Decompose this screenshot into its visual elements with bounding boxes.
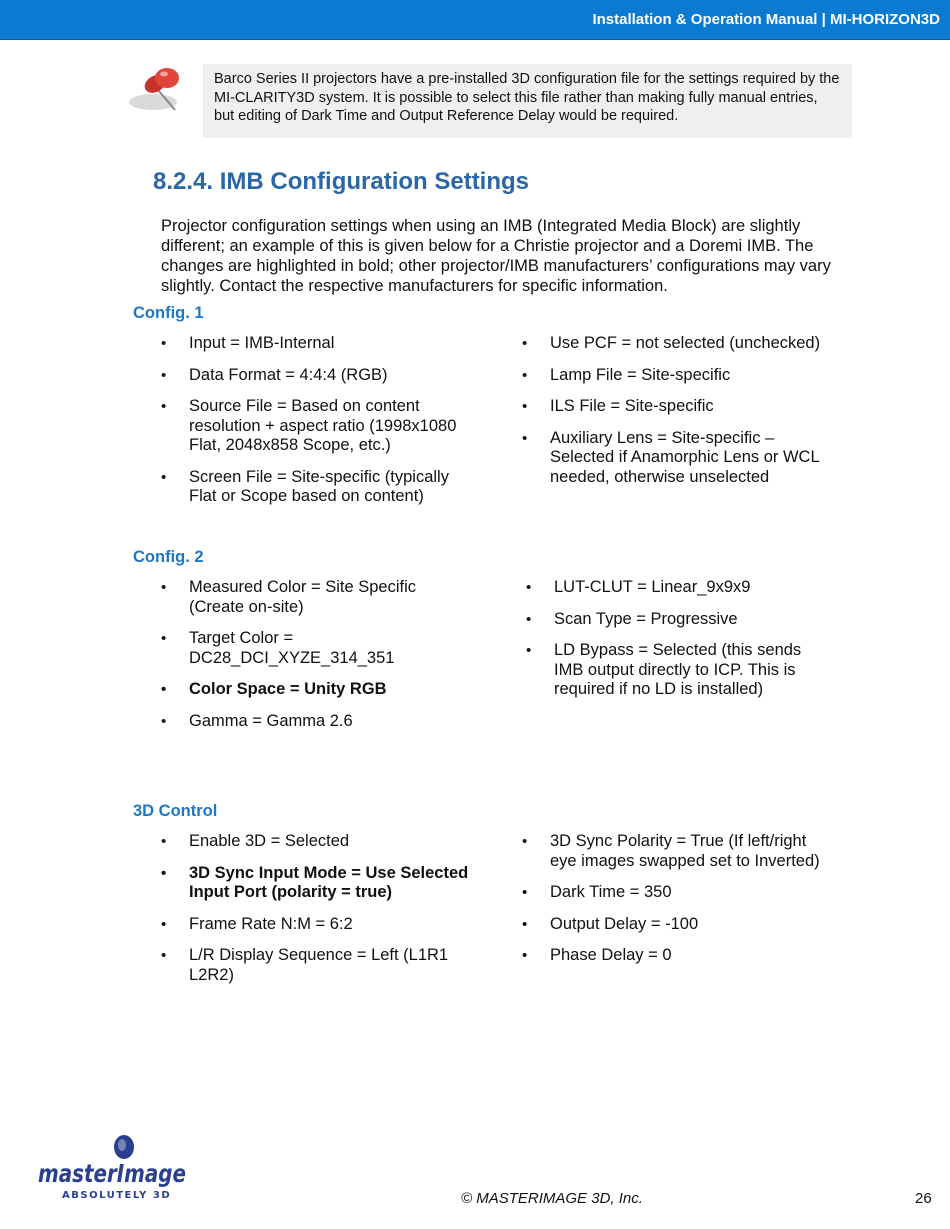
config1-right-list — [522, 334, 822, 499]
bullet-item: • Output Delay = -100 — [522, 915, 832, 935]
bullet-item: • 3D Sync Input Mode = Use Selected Input Port (polarity = true) — [161, 864, 481, 903]
masterimage-logo — [38, 1132, 188, 1202]
3d-control-heading: 3D Control — [133, 802, 218, 820]
logo-tagline: ABSOLUTELY 3D — [62, 1190, 172, 1201]
bullet-item: • Scan Type = Progressive — [526, 610, 826, 630]
intro-paragraph: Projector configuration settings when using an IMB (Integrated Media Block) are slightly different; an example of this is given below for a Christie projector and a Doremi IMB. The changes are highlighted in bold; other projector/IMB manufacturers’ configurations may vary slightly. Contact the respective manufacturers for specific information. — [161, 217, 831, 295]
bullet-item: • Gamma = Gamma 2.6 — [161, 712, 461, 732]
bullet-item: • Frame Rate N:M = 6:2 — [161, 915, 481, 935]
bullet-item: • ILS File = Site-specific — [522, 397, 822, 417]
manual-title: Installation & Operation Manual | MI-HORIZON3D — [592, 11, 940, 28]
3d-control-left-list — [161, 832, 481, 997]
config2-left-list — [161, 578, 461, 743]
bullet-item: • Target Color = DC28_DCI_XYZE_314_351 — [161, 629, 461, 668]
config2-right-list — [526, 578, 826, 712]
info-note: Barco Series II projectors have a pre-installed 3D configuration file for the settings required by the MI-CLARITY3D system. It is possible to select this file rather than making fully manual entries, but editing of Dark Time and Output Reference Delay would be required. — [203, 64, 852, 138]
bullet-item: • Dark Time = 350 — [522, 883, 832, 903]
bullet-item: • Color Space = Unity RGB — [161, 680, 461, 700]
bullet-item: • LUT-CLUT = Linear_9x9x9 — [526, 578, 826, 598]
bullet-item: • Auxiliary Lens = Site-specific – Selected if Anamorphic Lens or WCL needed, otherwise unselected — [522, 429, 822, 488]
logo-wordmark: masterImage — [38, 1159, 186, 1188]
bullet-item: • Enable 3D = Selected — [161, 832, 481, 852]
bullet-item: • LD Bypass = Selected (this sends IMB output directly to ICP. This is required if no LD is installed) — [526, 641, 826, 700]
bullet-item: • Data Format = 4:4:4 (RGB) — [161, 366, 471, 386]
bullet-item: • Source File = Based on content resolution + aspect ratio (1998x1080 Flat, 2048x858 Scope, etc.) — [161, 397, 471, 456]
3d-control-right-list — [522, 832, 832, 978]
bullet-item: • 3D Sync Polarity = True (If left/right eye images swapped set to Inverted) — [522, 832, 832, 871]
bullet-item: • Measured Color = Site Specific (Create on-site) — [161, 578, 461, 617]
bullet-item: • L/R Display Sequence = Left (L1R1 L2R2) — [161, 946, 481, 985]
bullet-item: • Input = IMB-Internal — [161, 334, 471, 354]
footer-copyright: © MASTERIMAGE 3D, Inc. — [461, 1190, 643, 1207]
bullet-item: • Phase Delay = 0 — [522, 946, 832, 966]
bullet-item: • Use PCF = not selected (unchecked) — [522, 334, 822, 354]
header-bar — [0, 0, 950, 40]
config1-heading: Config. 1 — [133, 304, 204, 322]
config1-left-list — [161, 334, 471, 519]
config2-heading: Config. 2 — [133, 548, 204, 566]
pushpin-icon — [127, 66, 189, 116]
bullet-item: • Screen File = Site-specific (typically Flat or Scope based on content) — [161, 468, 471, 507]
section-title: 8.2.4. IMB Configuration Settings — [153, 168, 530, 195]
page-number: 26 — [915, 1190, 932, 1207]
bullet-item: • Lamp File = Site-specific — [522, 366, 822, 386]
